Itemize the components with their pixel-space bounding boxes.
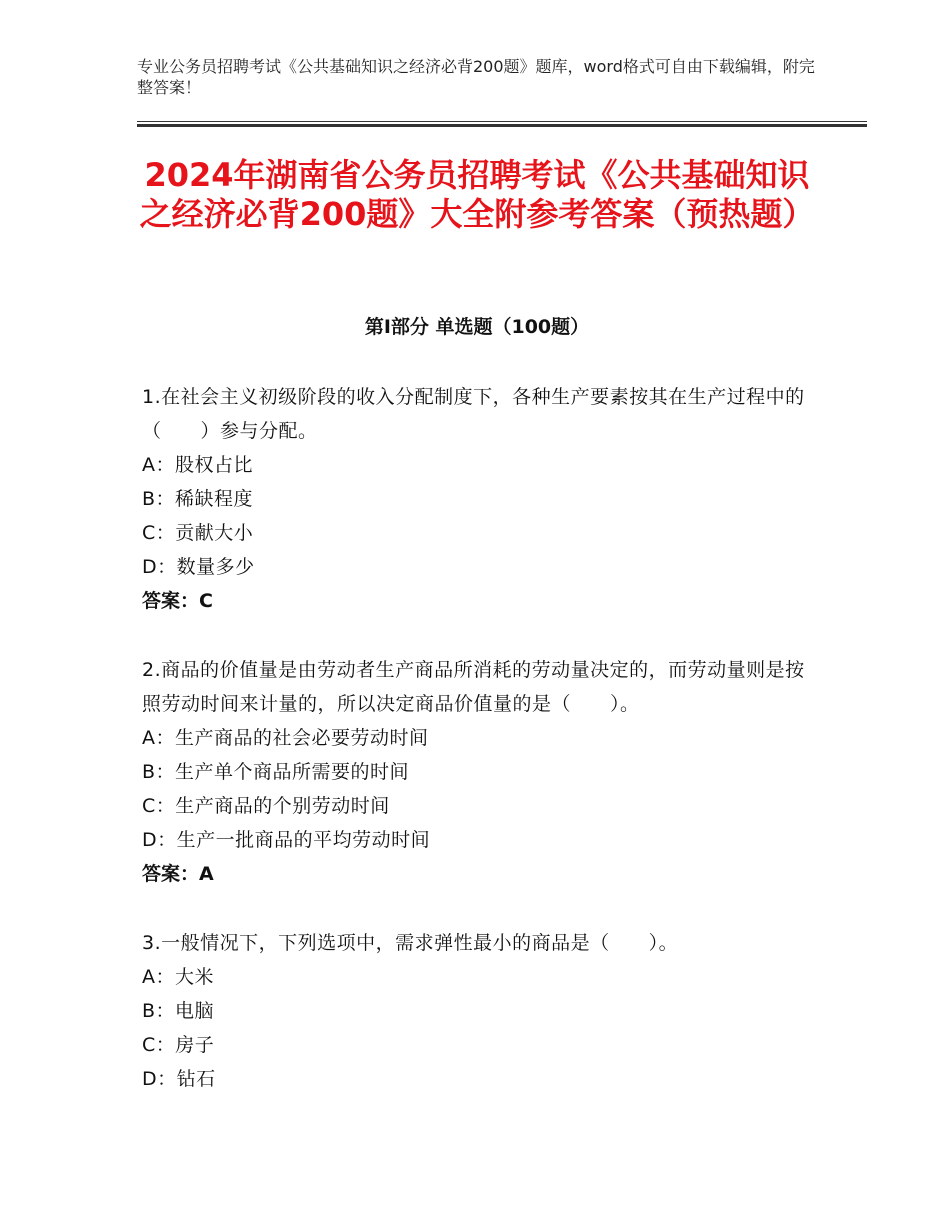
question-stem: 2.商品的价值量是由劳动者生产商品所消耗的劳动量决定的，而劳动量则是按照劳动时间来计量的，所以决定商品价值量的是（ ）。 — [142, 659, 805, 715]
header-divider-thin — [137, 121, 867, 122]
option-a: A：股权占比 — [142, 454, 253, 476]
question-2 — [142, 653, 822, 891]
option-b: B：电脑 — [142, 1000, 215, 1022]
document-title: 2024年湖南省公务员招聘考试《公共基础知识之经济必背200题》大全附参考答案（预热题） — [139, 156, 815, 233]
question-stem: 1.在社会主义初级阶段的收入分配制度下，各种生产要素按其在生产过程中的（ ）参与分配。 — [142, 386, 805, 442]
question-3 — [142, 926, 822, 1096]
question-1 — [142, 380, 822, 618]
answer: 答案：A — [142, 863, 214, 885]
option-d: D：数量多少 — [142, 556, 255, 578]
answer: 答案：C — [142, 590, 213, 612]
option-c: C：房子 — [142, 1034, 215, 1056]
option-d: D：生产一批商品的平均劳动时间 — [142, 829, 431, 851]
section-title: 第Ⅰ部分 单选题（100题） — [364, 316, 590, 338]
option-b: B：稀缺程度 — [142, 488, 254, 510]
option-c: C：生产商品的个别劳动时间 — [142, 795, 390, 817]
option-c: C：贡献大小 — [142, 522, 254, 544]
question-stem: 3.一般情况下，下列选项中，需求弹性最小的商品是（ ）。 — [142, 932, 679, 954]
option-a: A：生产商品的社会必要劳动时间 — [142, 727, 429, 749]
option-b: B：生产单个商品所需要的时间 — [142, 761, 410, 783]
header-divider-thick — [137, 124, 867, 127]
header-note: 专业公务员招聘考试《公共基础知识之经济必背200题》题库，word格式可自由下载编辑，附完整答案！ — [137, 57, 815, 97]
option-d: D：钻石 — [142, 1068, 216, 1090]
option-a: A：大米 — [142, 966, 214, 988]
